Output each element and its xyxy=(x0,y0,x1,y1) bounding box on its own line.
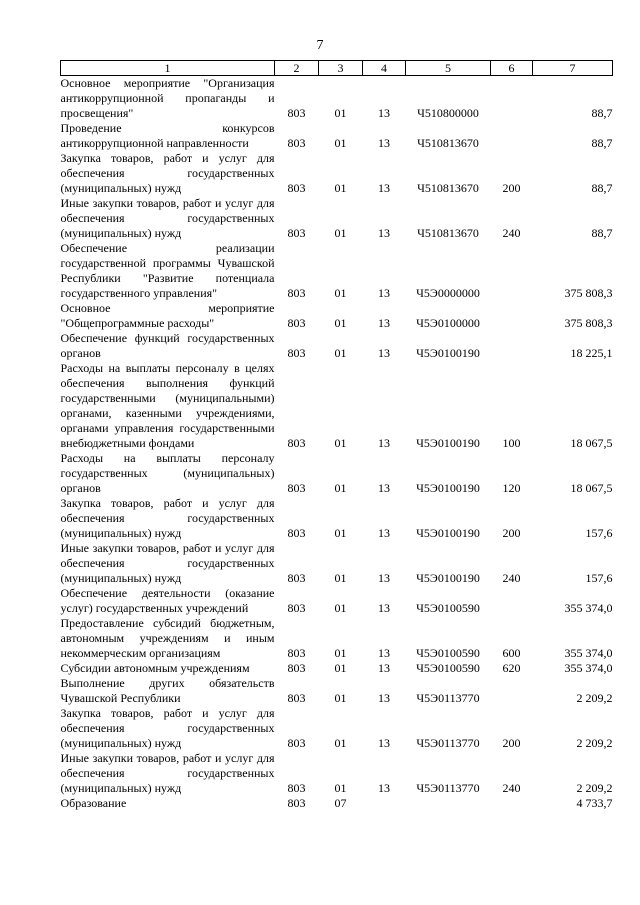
row-section-cell: 01 xyxy=(334,601,347,615)
row-sum-cell: 88,7 xyxy=(591,181,613,195)
row-section-cell: 01 xyxy=(334,316,347,330)
row-grbs-cell: 803 xyxy=(287,481,306,495)
row-expense-type-cell xyxy=(491,586,533,616)
row-expense-type-cell: 600 xyxy=(502,646,521,660)
table-row xyxy=(61,241,613,301)
row-target-article-cell: Ч510813670 xyxy=(417,181,479,195)
row-expense-type-cell: 200 xyxy=(502,526,521,540)
row-subsection-cell: 13 xyxy=(378,571,390,585)
row-grbs-cell: 803 xyxy=(287,796,306,810)
row-expense-type-cell xyxy=(491,331,533,361)
table-row xyxy=(61,76,613,122)
row-grbs-cell: 803 xyxy=(287,601,306,615)
row-sum-cell: 375 808,3 xyxy=(564,316,613,330)
row-grbs-cell: 803 xyxy=(287,526,306,540)
row-section-cell: 01 xyxy=(334,781,347,795)
table-row xyxy=(61,301,613,331)
row-target-article-cell: Ч510813670 xyxy=(417,226,479,240)
budget-table xyxy=(60,60,613,811)
row-expense-type-cell: 100 xyxy=(502,436,521,450)
row-subsection-cell: 13 xyxy=(378,346,390,360)
row-name-cell: Основное мероприятие "Организация антикоррупционной пропаганды и просвещения" xyxy=(60,76,275,120)
row-name-cell: Основное мероприятие "Общепрограммные расходы" xyxy=(60,301,275,330)
row-section-cell: 01 xyxy=(334,286,347,300)
row-sum-cell: 157,6 xyxy=(585,571,613,585)
row-section-cell: 01 xyxy=(334,436,347,450)
row-target-article-cell: Ч5Э0100190 xyxy=(416,526,480,540)
row-target-article-cell: Ч510800000 xyxy=(417,106,479,120)
row-grbs-cell: 803 xyxy=(287,316,306,330)
row-subsection-cell: 13 xyxy=(378,316,390,330)
row-name-cell: Обеспечение функций государственных органов xyxy=(60,331,275,360)
row-expense-type-cell: 200 xyxy=(502,181,521,195)
header-col-2: 2 xyxy=(275,61,319,76)
row-name-cell: Закупка товаров, работ и услуг для обеспечения государственных (муниципальных) нужд xyxy=(60,706,275,750)
row-target-article-cell: Ч5Э0100190 xyxy=(416,481,480,495)
table-row xyxy=(61,751,613,796)
row-expense-type-cell: 120 xyxy=(502,481,521,495)
page-number: 7 xyxy=(316,38,324,53)
row-subsection-cell: 13 xyxy=(378,181,390,195)
row-target-article-cell: Ч5Э0113770 xyxy=(416,781,480,795)
row-subsection-cell: 13 xyxy=(378,526,390,540)
row-name-cell: Субсидии автономным учреждениям xyxy=(60,661,250,675)
row-section-cell: 01 xyxy=(334,346,347,360)
row-subsection-cell: 13 xyxy=(378,691,390,705)
row-section-cell: 01 xyxy=(334,481,347,495)
header-col-6: 6 xyxy=(491,61,533,76)
row-grbs-cell: 803 xyxy=(287,226,306,240)
row-sum-cell: 18 225,1 xyxy=(570,346,613,360)
row-expense-type-cell: 240 xyxy=(502,571,521,585)
row-target-article-cell: Ч5Э0113770 xyxy=(416,691,480,705)
row-target-article-cell: Ч5Э0100000 xyxy=(416,316,480,330)
row-section-cell: 01 xyxy=(334,181,347,195)
row-subsection-cell: 13 xyxy=(378,661,390,675)
row-target-article-cell: Ч510813670 xyxy=(417,136,479,150)
row-grbs-cell: 803 xyxy=(287,781,306,795)
row-section-cell: 01 xyxy=(334,646,347,660)
table-row xyxy=(61,331,613,361)
row-sum-cell: 355 374,0 xyxy=(564,601,613,615)
row-grbs-cell: 803 xyxy=(287,436,306,450)
row-name-cell: Закупка товаров, работ и услуг для обеспечения государственных (муниципальных) нужд xyxy=(60,496,275,540)
row-grbs-cell: 803 xyxy=(287,571,306,585)
row-subsection-cell: 13 xyxy=(378,106,390,120)
row-sum-cell: 4 733,7 xyxy=(576,796,613,810)
row-name-cell: Выполнение других обязательств Чувашской Республики xyxy=(60,676,275,705)
row-target-article-cell xyxy=(406,796,491,811)
row-target-article-cell: Ч5Э0100190 xyxy=(416,346,480,360)
table-row xyxy=(61,451,613,496)
row-section-cell: 01 xyxy=(334,136,347,150)
header-col-1: 1 xyxy=(61,61,275,76)
row-subsection-cell: 13 xyxy=(378,736,390,750)
row-target-article-cell: Ч5Э0000000 xyxy=(416,286,480,300)
table-row xyxy=(61,676,613,706)
row-sum-cell: 18 067,5 xyxy=(570,481,613,495)
header-col-4: 4 xyxy=(363,61,406,76)
row-target-article-cell: Ч5Э0100590 xyxy=(416,646,480,660)
row-name-cell: Обеспечение реализации государственной программы Чувашской Республики "Развитие потенциала государственного управления" xyxy=(60,241,275,300)
row-expense-type-cell xyxy=(491,241,533,301)
row-target-article-cell: Ч5Э0100590 xyxy=(416,601,480,615)
row-sum-cell: 88,7 xyxy=(591,226,613,240)
row-sum-cell: 2 209,2 xyxy=(576,781,613,795)
row-section-cell: 01 xyxy=(334,571,347,585)
row-sum-cell: 375 808,3 xyxy=(564,286,613,300)
row-section-cell: 01 xyxy=(334,736,347,750)
row-grbs-cell: 803 xyxy=(287,691,306,705)
table-row xyxy=(61,616,613,661)
table-row xyxy=(61,706,613,751)
row-section-cell: 01 xyxy=(334,661,347,675)
row-name-cell: Обеспечение деятельности (оказание услуг) государственных учреждений xyxy=(60,586,275,615)
row-subsection-cell: 13 xyxy=(378,601,390,615)
row-section-cell: 01 xyxy=(334,226,347,240)
table-row xyxy=(61,151,613,196)
row-sum-cell: 355 374,0 xyxy=(564,646,613,660)
row-section-cell: 07 xyxy=(334,796,347,810)
row-section-cell: 01 xyxy=(334,691,347,705)
row-grbs-cell: 803 xyxy=(287,106,306,120)
row-name-cell: Закупка товаров, работ и услуг для обеспечения государственных (муниципальных) нужд xyxy=(60,151,275,195)
table-row xyxy=(61,541,613,586)
header-col-7: 7 xyxy=(533,61,613,76)
table-body xyxy=(61,76,613,812)
row-grbs-cell: 803 xyxy=(287,646,306,660)
row-sum-cell: 88,7 xyxy=(591,136,613,150)
table-row xyxy=(61,796,613,811)
row-expense-type-cell: 240 xyxy=(502,781,521,795)
row-sum-cell: 2 209,2 xyxy=(576,736,613,750)
row-name-cell: Иные закупки товаров, работ и услуг для обеспечения государственных (муниципальных) нужд xyxy=(60,751,275,795)
row-sum-cell: 355 374,0 xyxy=(564,661,613,675)
row-name-cell: Проведение конкурсов антикоррупционной направленности xyxy=(60,121,275,150)
row-section-cell: 01 xyxy=(334,526,347,540)
row-name-cell: Расходы на выплаты персоналу государственных (муниципальных) органов xyxy=(60,451,275,495)
row-grbs-cell: 803 xyxy=(287,136,306,150)
row-name-cell: Образование xyxy=(60,796,127,810)
row-subsection-cell xyxy=(363,796,406,811)
row-sum-cell: 2 209,2 xyxy=(576,691,613,705)
row-subsection-cell: 13 xyxy=(378,226,390,240)
row-target-article-cell: Ч5Э0100190 xyxy=(416,571,480,585)
row-name-cell: Предоставление субсидий бюджетным, автономным учреждениям и иным некоммерческим организациям xyxy=(60,616,275,660)
table-row xyxy=(61,121,613,151)
header-row xyxy=(61,61,613,76)
row-subsection-cell: 13 xyxy=(378,646,390,660)
header-col-3: 3 xyxy=(319,61,363,76)
row-expense-type-cell: 620 xyxy=(502,661,521,675)
row-expense-type-cell xyxy=(491,676,533,706)
row-subsection-cell: 13 xyxy=(378,436,390,450)
row-subsection-cell: 13 xyxy=(378,781,390,795)
row-expense-type-cell: 240 xyxy=(502,226,521,240)
row-subsection-cell: 13 xyxy=(378,286,390,300)
row-expense-type-cell xyxy=(491,796,533,811)
row-name-cell: Иные закупки товаров, работ и услуг для обеспечения государственных (муниципальных) нужд xyxy=(60,196,275,240)
table-row xyxy=(61,496,613,541)
row-grbs-cell: 803 xyxy=(287,661,306,675)
header-col-5: 5 xyxy=(406,61,491,76)
row-expense-type-cell: 200 xyxy=(502,736,521,750)
row-name-cell: Расходы на выплаты персоналу в целях обеспечения выполнения функций государственными (муниципальными) органами, казенными учреждениями, органами управления государственными внебюджетными фондами xyxy=(60,361,275,450)
table-row xyxy=(61,361,613,451)
row-grbs-cell: 803 xyxy=(287,346,306,360)
row-grbs-cell: 803 xyxy=(287,736,306,750)
row-subsection-cell: 13 xyxy=(378,481,390,495)
table-row xyxy=(61,661,613,676)
row-expense-type-cell xyxy=(491,121,533,151)
row-target-article-cell: Ч5Э0100190 xyxy=(416,436,480,450)
row-grbs-cell: 803 xyxy=(287,181,306,195)
table-row xyxy=(61,196,613,241)
row-name-cell: Иные закупки товаров, работ и услуг для обеспечения государственных (муниципальных) нужд xyxy=(60,541,275,585)
row-expense-type-cell xyxy=(491,301,533,331)
table-row xyxy=(61,586,613,616)
row-grbs-cell: 803 xyxy=(287,286,306,300)
row-target-article-cell: Ч5Э0100590 xyxy=(416,661,480,675)
row-sum-cell: 88,7 xyxy=(591,106,613,120)
row-target-article-cell: Ч5Э0113770 xyxy=(416,736,480,750)
row-sum-cell: 18 067,5 xyxy=(570,436,613,450)
row-sum-cell: 157,6 xyxy=(585,526,613,540)
row-expense-type-cell xyxy=(491,76,533,122)
row-subsection-cell: 13 xyxy=(378,136,390,150)
row-section-cell: 01 xyxy=(334,106,347,120)
